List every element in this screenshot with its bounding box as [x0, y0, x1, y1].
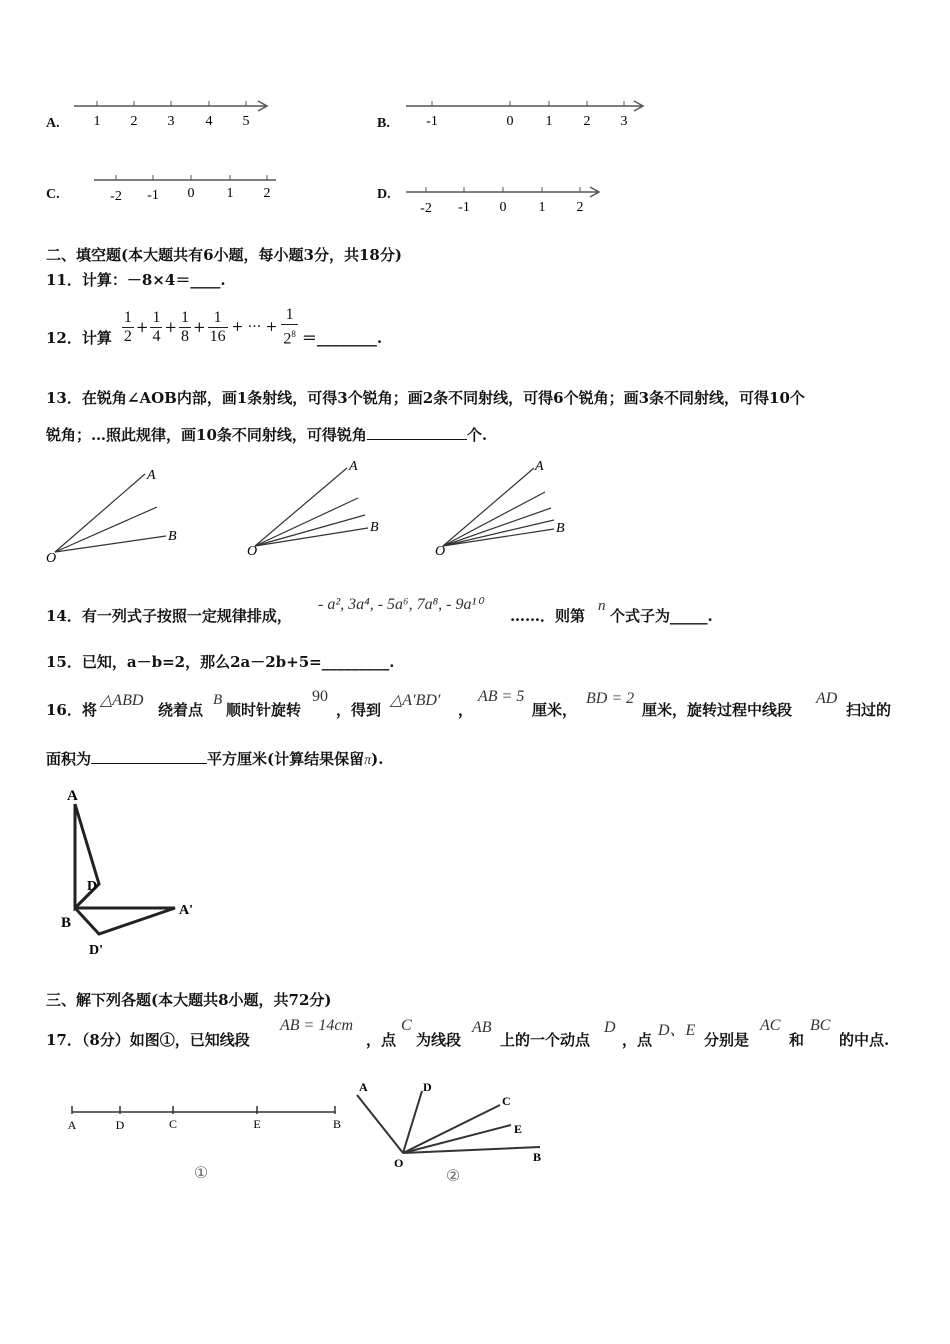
tick-label: 1	[226, 186, 234, 201]
q16-math: BD = 2	[586, 690, 635, 707]
tick-label: 0	[506, 114, 514, 129]
q14-n: n	[598, 598, 606, 614]
svg-text:B: B	[61, 915, 72, 931]
option-d-label: D.	[377, 187, 391, 202]
svg-text:D: D	[87, 879, 98, 894]
q12-suffix: ＝________.	[301, 329, 383, 347]
q17-text: 和	[789, 1031, 805, 1049]
q17-segment-figure	[60, 1100, 360, 1190]
svg-text:E: E	[514, 1122, 523, 1136]
tick-label: -2	[110, 189, 122, 204]
q17-rays-figure	[345, 1075, 560, 1190]
svg-text:B: B	[168, 529, 177, 544]
angle-figure-3	[435, 459, 565, 559]
fraction-1-2: $\frac{1}{2}$	[123, 308, 132, 345]
tick-label: 0	[187, 186, 195, 201]
q17-text: ，点	[366, 1031, 397, 1049]
number-line-a	[70, 96, 275, 132]
q17-math: AB = 14cm	[280, 1017, 353, 1034]
tick-label: -1	[147, 188, 159, 203]
tick-label: 2	[130, 114, 138, 129]
svg-text:A: A	[67, 1118, 77, 1132]
q13-angle-figures	[40, 458, 600, 568]
svg-text:A: A	[359, 1080, 368, 1094]
q14-suffix: 个式子为_____.	[610, 607, 713, 625]
tick-label: 3	[167, 114, 175, 129]
svg-text:E: E	[253, 1117, 261, 1131]
q16-text: 顺时针旋转	[226, 701, 302, 719]
svg-text:①: ①	[193, 1165, 209, 1182]
q16-math: AD	[816, 690, 838, 707]
section3-title: 三、解下列各题(本大题共8小题，共72分)	[46, 991, 332, 1009]
q12-line: 12．计算 $\frac{1}{2}$ + $\frac{1}{4}$ + $\frac{1}{8}$ + $\frac{1}{16}$ + ··· + $\frac{1}{2^8}$ ＝________.	[46, 305, 383, 348]
q16-math: B	[213, 692, 223, 708]
svg-text:②: ②	[445, 1168, 461, 1185]
q16-text: 厘米，	[532, 701, 578, 719]
svg-text:B: B	[332, 1117, 342, 1131]
q17-text: ，点	[622, 1031, 653, 1049]
number-line-c	[90, 172, 285, 206]
tick-label: 2	[576, 200, 584, 215]
q12-prefix: 12．计算	[46, 329, 112, 347]
q17-math: C	[401, 1017, 412, 1034]
svg-text:D': D'	[89, 943, 103, 958]
svg-text:A: A	[67, 788, 78, 804]
angle-figure-1	[46, 468, 177, 566]
q17-text: 分别是	[704, 1031, 750, 1049]
tick-label: 2	[583, 114, 591, 129]
option-c-label: C.	[46, 187, 60, 202]
q15-text: 15．已知，a－b=2，那么2a－2b+5=_________.	[46, 653, 395, 671]
tick-label: 0	[499, 200, 507, 215]
q16-line2: 面积为 平方厘米(计算结果保留π).	[46, 750, 384, 768]
q16-math: △ABD	[100, 692, 144, 709]
q17-text: 的中点.	[839, 1031, 890, 1049]
tick-label: 1	[93, 114, 101, 129]
tick-label: 5	[242, 114, 250, 129]
q17-math: D	[604, 1019, 616, 1036]
q16-text: 16．将	[46, 701, 97, 719]
q14-prefix: 14．有一列式子按照一定规律排成，	[46, 607, 292, 625]
svg-text:A: A	[349, 459, 358, 474]
svg-text:B: B	[370, 520, 379, 535]
fraction-1-2-8: $\frac{1}{2^8}$	[283, 305, 296, 348]
q16-text: 扫过的	[846, 701, 892, 719]
svg-text:C: C	[502, 1094, 511, 1108]
q17-math: AC	[760, 1017, 781, 1034]
q17-text: 上的一个动点	[500, 1031, 591, 1049]
q17-text: 为线段	[416, 1031, 462, 1049]
tick-label: -2	[420, 201, 432, 216]
svg-text:O: O	[247, 544, 258, 559]
q17-math: AB	[472, 1019, 492, 1036]
svg-text:O: O	[46, 551, 57, 566]
fraction-1-16: $\frac{1}{16}$	[209, 308, 226, 345]
svg-text:A': A'	[179, 903, 193, 918]
svg-text:B: B	[533, 1150, 542, 1164]
option-a-label: A.	[46, 116, 60, 131]
tick-label: 4	[205, 114, 213, 129]
angle-figure-2	[247, 459, 379, 559]
q11-text: 11．计算：－8×4＝____.	[46, 271, 226, 289]
section2-title: 二、填空题(本大题共有6小题，每小题3分，共18分)	[46, 246, 402, 264]
tick-label: -1	[426, 114, 438, 129]
q16-math: 90	[312, 688, 328, 705]
q13-line2: 锐角；…照此规律，画10条不同射线，可得锐角 个.	[46, 426, 488, 444]
svg-text:O: O	[394, 1156, 404, 1170]
q16-text: 厘米，旋转过程中线段	[642, 701, 793, 719]
q14-series: - a², 3a⁴, - 5a⁶, 7a⁸, - 9a¹⁰	[318, 596, 483, 613]
q17-math: BC	[810, 1017, 831, 1034]
q16-math: △A′BD′	[390, 692, 441, 709]
svg-text:A: A	[535, 459, 544, 474]
number-line-d	[402, 182, 607, 216]
tick-label: 2	[263, 186, 271, 201]
q17-math: D、E	[658, 1022, 696, 1039]
number-line-b	[402, 96, 652, 132]
q14-mid: ……．则第	[510, 607, 586, 625]
q16-text: ，	[458, 701, 474, 719]
q16-math: AB = 5	[478, 688, 525, 705]
svg-text:O: O	[435, 544, 446, 559]
tick-label: 1	[538, 200, 546, 215]
svg-text:D: D	[115, 1118, 125, 1132]
q16-text: ，得到	[336, 701, 382, 719]
tick-label: 3	[620, 114, 628, 129]
tick-label: 1	[545, 114, 553, 129]
svg-text:D: D	[423, 1080, 432, 1094]
q13-line1: 13．在锐角∠AOB内部，画1条射线，可得3个锐角；画2条不同射线，可得6个锐角；画3条不同射线，可得10个	[46, 389, 805, 407]
option-b-label: B.	[377, 116, 390, 131]
svg-text:A: A	[147, 468, 156, 483]
svg-text:B: B	[556, 521, 565, 536]
fraction-1-4: $\frac{1}{4}$	[152, 308, 161, 345]
q17-text: 17．（8分）如图①，已知线段	[46, 1031, 250, 1049]
tick-label: -1	[458, 200, 470, 215]
fraction-1-8: $\frac{1}{8}$	[181, 308, 190, 345]
q16-rotation-figure	[55, 784, 215, 964]
q16-text: 绕着点	[158, 701, 204, 719]
svg-text:C: C	[168, 1117, 178, 1131]
